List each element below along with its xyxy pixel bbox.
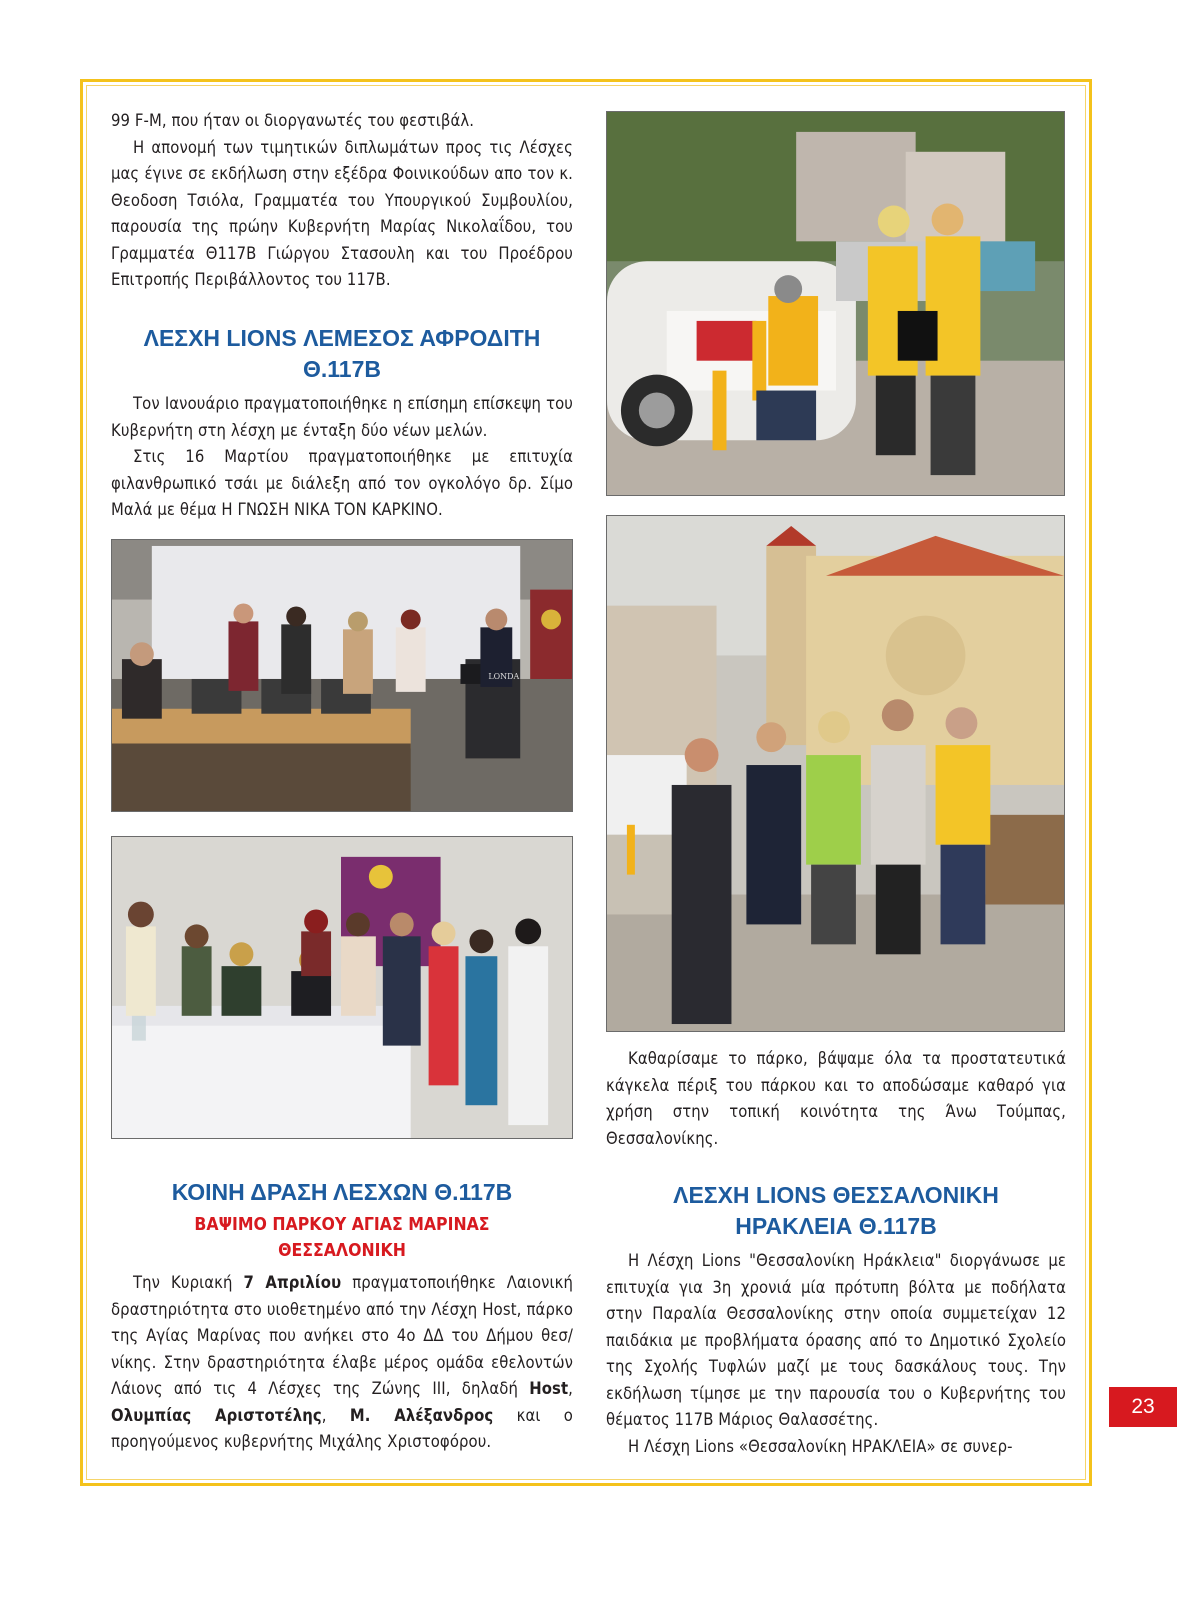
section-lemesos	[111, 323, 573, 524]
text-run: ,	[568, 1379, 573, 1398]
text-run: ,	[321, 1405, 350, 1425]
text-run: Την Κυριακή	[133, 1273, 244, 1292]
lemesos-paragraph-1: Τον Ιανουάριο πραγματοποιήθηκε η επίσημη επίσκεψη του Κυβερνήτη στη λέσχη με ένταξη δύο νέων μελών.	[111, 394, 573, 440]
photo-group-table	[111, 836, 573, 1139]
lemesos-paragraph-2: Στις 16 Μαρτίου πραγματοποιήθηκε με επιτυχία φιλανθρωπικό τσάι με διάλεξη από τον ογκολόγο δρ. Σίμο Μαλά με θέμα Η ΓΝΩΣΗ ΝΙΚΑ ΤΟΝ ΚΑΡΚΙΝΟ.	[111, 447, 573, 519]
intro-paragraph-2: Η απονομή των τιμητικών διπλωμάτων προς τις Λέσχες μας έγινε σε εκδήλωση στην εξέδρα Φοινικούδων απο τον κ. Θεοδοση Τσιόλα, Γραμματέα του Υπουργικού Συμβουλίου, παρουσία της πρώην Κυβερνήτη Μαρίας Νικολαΐδου, του Γραμματέα Θ117Β Γιώργου Στασουλη και του Προέδρου Επιτροπής Περιβάλλοντος του 117Β.	[111, 137, 573, 289]
intro-paragraph-1: 99 F-M, που ήταν οι διοργανωτές του φεστιβάλ.	[111, 111, 475, 130]
street-volunteers-image	[607, 112, 1064, 495]
section-title-line2: Θ.117Β	[303, 356, 381, 382]
bold-club-host: Host	[529, 1379, 569, 1398]
page-number-badge: 23	[1109, 1387, 1177, 1427]
irakleia-paragraph-2: Η Λέσχη Lions «Θεσσαλονίκη ΗΡΑΚΛΕΙΑ» σε συνερ-	[628, 1436, 1013, 1456]
conference-room-image	[112, 540, 572, 811]
text-run: και ο προηγούμενος κυβερνήτης Μιχάλης Χριστοφόρου.	[111, 1405, 573, 1451]
photo-street-volunteers	[606, 111, 1065, 496]
subtitle-line1: ΒΑΨΙΜΟ ΠΑΡΚΟΥ ΑΓΙΑΣ ΜΑΡΙΝΑΣ	[194, 1215, 490, 1235]
park-caption-paragraph: Καθαρίσαμε το πάρκο, βάψαμε όλα τα προστατευτικά κάγκελα πέριξ του πάρκου και το αποδώσαμε καθαρό για χρήση στην τοπική κοινότητα της Άνω Τούμπας, Θεσσαλονίκης.	[606, 1049, 1066, 1148]
section-subtitle-park	[111, 1212, 573, 1264]
section-title-irakleia	[606, 1180, 1066, 1242]
section-title-lemesos	[111, 323, 573, 385]
bold-club-olympias: Ολυμπίας Αριστοτέλης	[111, 1405, 322, 1425]
bold-date: 7 Απριλίου	[243, 1273, 342, 1292]
section-title-line2: ΗΡΑΚΛΕΙΑ Θ.117Β	[735, 1213, 937, 1239]
lectern-sign: LONDA	[488, 671, 520, 681]
photo-conference-room	[111, 539, 573, 812]
right-caption-text	[606, 1046, 1066, 1152]
text-run: πραγματοποιήθηκε Λαιονική δραστηριότητα στο υιοθετημένο από την Λέσχη Host, πάρκο της Αγίας Μαρίνας που ανήκει στο 4ο ΔΔ του Δήμου θεσ/νίκης. Στην δραστηριότητα έλαβε μέρος ομάδα εθελοντών Λάιονς από τις 4 Λέσχες της Ζώνης ΙΙΙ, δηλαδή	[111, 1273, 574, 1398]
koini-drasi-paragraph	[111, 1270, 573, 1456]
bold-club-alexandros: Μ. Αλέξανδρος	[349, 1405, 494, 1425]
section-koini-drasi	[111, 1177, 573, 1456]
section-thessaloniki-irakleia	[606, 1180, 1066, 1460]
photo-park-group	[606, 515, 1065, 1032]
subtitle-line2: ΘΕΣΣΑΛΟΝΙΚΗ	[278, 1241, 406, 1261]
park-group-image	[607, 516, 1064, 1031]
left-intro-text	[111, 108, 573, 294]
section-title-koini-drasi: ΚΟΙΝΗ ΔΡΑΣΗ ΛΕΣΧΩΝ Θ.117Β	[171, 1179, 513, 1205]
group-photo-image	[112, 837, 572, 1138]
section-title-line1: ΛΕΣΧΗ LIONS ΛΕΜΕΣΟΣ ΑΦΡΟΔΙΤΗ	[143, 325, 541, 351]
section-title-line1: ΛΕΣΧΗ LIONS ΘΕΣΣΑΛΟΝΙΚΗ	[673, 1182, 999, 1208]
irakleia-paragraph-1: Η Λέσχη Lions "Θεσσαλονίκη Ηράκλεια" διοργάνωσε με επιτυχία για 3η χρονιά μία πρότυπη βόλτα με ποδήλατα στην Παραλία Θεσσαλονίκης στην οποία συμμετείχαν 12 παιδάκια με προβλήματα όρασης από το Δημοτικό Σχολείο της Σχολής Τυφλών μαζί με τους δασκάλους τους. Την εκδήλωση τίμησε με την παρουσία του ο Κυβερνήτης του θέματος 117Β Μάριος Θαλασσέτης.	[606, 1251, 1066, 1429]
